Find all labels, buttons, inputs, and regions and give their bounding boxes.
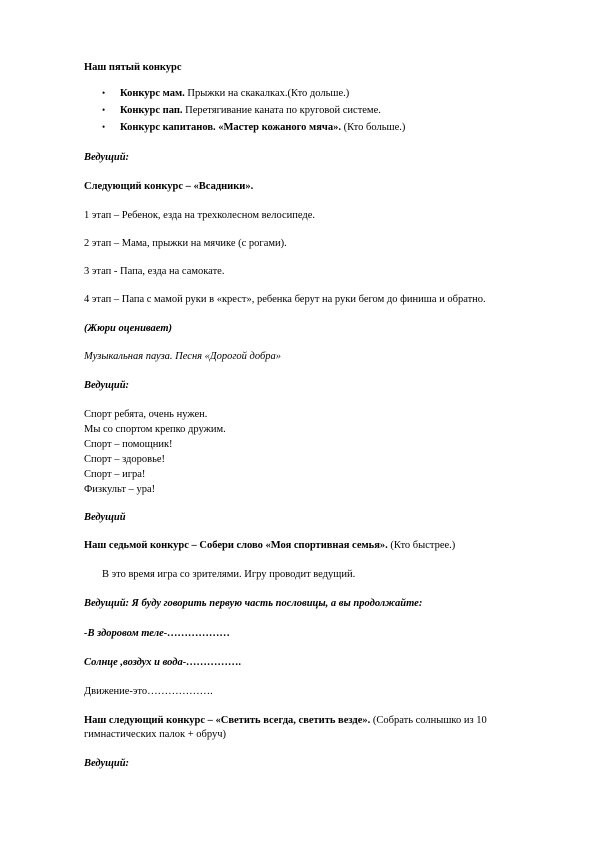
stage-line: 4 этап – Папа с мамой руки в «крест», ребенка берут на руки бегом до финиша и обратно. <box>84 294 486 305</box>
proverb-line: Движение-это………………. <box>84 686 213 697</box>
host-label: Ведущий: <box>84 152 130 163</box>
music-pause: Музыкальная пауза. Песня «Дорогой добра» <box>84 351 282 362</box>
next-contest-line <box>84 714 487 727</box>
poem-line: Спорт – здоровье! <box>84 454 166 465</box>
poem-line: Спорт – помощник! <box>84 439 173 450</box>
list-item <box>120 104 381 117</box>
list-item <box>120 87 349 100</box>
poem-line: Спорт – игра! <box>84 469 146 480</box>
bullet-icon: • <box>102 105 106 115</box>
contest7-line <box>84 539 455 552</box>
list-item-bold: Конкурс пап. <box>120 105 183 116</box>
proverb-line: Солнце ,воздух и вода-……………. <box>84 657 242 668</box>
next-contest-text: (Собрать солнышко из 10 <box>370 715 487 726</box>
poem-line: Физкульт – ура! <box>84 484 156 495</box>
poem-line: Мы со спортом крепко дружим. <box>84 424 226 435</box>
host-label: Ведущий <box>84 512 126 523</box>
stage-line: 1 этап – Ребенок, езда на трехколесном велосипеде. <box>84 210 315 221</box>
stage-line: 2 этап – Мама, прыжки на мячике (с рогами). <box>84 238 287 249</box>
contest7-text: (Кто быстрее.) <box>387 540 456 551</box>
bullet-icon: • <box>102 122 106 132</box>
host-label: Ведущий: <box>84 758 130 769</box>
next-contest-bold: Наш следующий конкурс – «Светить всегда, светить везде». <box>84 715 371 726</box>
poem-line: Спорт ребята, очень нужен. <box>84 409 208 420</box>
jury-note: (Жюри оценивает) <box>84 323 172 334</box>
list-item-bold: Конкурс капитанов. «Мастер кожаного мяча». <box>120 122 341 133</box>
host-proverb-intro: Ведущий: Я буду говорить первую часть пословицы, а вы продолжайте: <box>84 598 423 609</box>
contest7-bold: Наш седьмой конкурс – Собери слово «Моя спортивная семья». <box>84 540 388 551</box>
proverb-line: -В здоровом теле-……………… <box>84 628 231 639</box>
contest5-title: Наш пятый конкурс <box>84 62 182 73</box>
list-item-bold: Конкурс мам. <box>120 88 185 99</box>
audience-game: В это время игра со зрителями. Игру проводит ведущий. <box>102 569 356 580</box>
stage-line: 3 этап - Папа, езда на самокате. <box>84 266 225 277</box>
list-item-text: Прыжки на скакалках.(Кто дольше.) <box>184 88 350 99</box>
list-item-text: (Кто больше.) <box>340 122 406 133</box>
list-item-text: Перетягивание каната по круговой системе. <box>182 105 381 116</box>
riders-title: Следующий конкурс – «Всадники». <box>84 181 254 192</box>
next-contest-line2: гимнастических палок + обруч) <box>84 729 227 740</box>
host-label: Ведущий: <box>84 380 130 391</box>
list-item <box>120 121 405 134</box>
bullet-icon: • <box>102 88 106 98</box>
